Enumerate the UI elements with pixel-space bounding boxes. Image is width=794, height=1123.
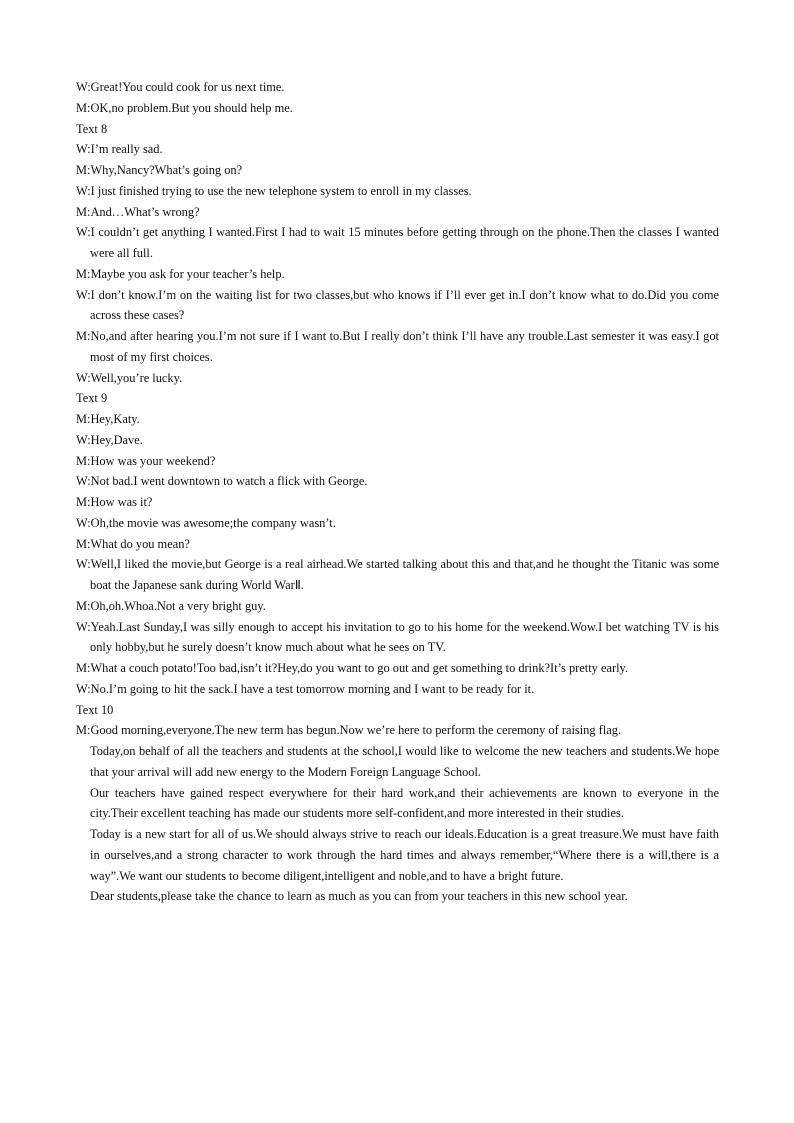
speech-paragraph: Our teachers have gained respect everywhere for their hard work,and their achievements are known to everyone in the city.Their excellent teaching has made our students more self-confident,and more interested in their studies. bbox=[90, 785, 719, 821]
speech-paragraph: Today is a new start for all of us.We should always strive to reach our ideals.Education is a great treasure.We must have faith in ourselves,and a strong character to work through the hard times and always remember,“Where there is a will,there is a way”.We want our students to become diligent,intelligent and noble,and to have a bright future. bbox=[90, 827, 719, 883]
section-heading: Text 8 bbox=[76, 121, 108, 136]
dialogue-line: W:Hey,Dave. bbox=[76, 432, 143, 447]
dialogue-line: W:Well,I liked the movie,but George is a real airhead.We started talking about this and that,and he thought the Titanic was some boat the Japanese sank during World WarⅡ. bbox=[76, 557, 719, 592]
dialogue-line: M:How was your weekend? bbox=[76, 453, 216, 468]
dialogue-line: M:And…What’s wrong? bbox=[76, 204, 200, 219]
dialogue-line: M:No,and after hearing you.I’m not sure if I want to.But I really don’t think I’ll have any trouble.Last semester it was easy.I got most of my first choices. bbox=[76, 329, 719, 364]
dialogue-line: M:OK,no problem.But you should help me. bbox=[76, 100, 293, 115]
speech-paragraph: Dear students,please take the chance to learn as much as you can from your teachers in this new school year. bbox=[90, 889, 628, 904]
dialogue-line: W:I couldn’t get anything I wanted.First I had to wait 15 minutes before getting through on the phone.Then the classes I wanted were all full. bbox=[76, 225, 719, 260]
dialogue-line: M:Oh,oh.Whoa.Not a very bright guy. bbox=[76, 598, 266, 613]
dialogue-line: W:Not bad.I went downtown to watch a flick with George. bbox=[76, 474, 368, 489]
dialogue-line: M:What do you mean? bbox=[76, 536, 190, 551]
dialogue-line: W:Oh,the movie was awesome;the company wasn’t. bbox=[76, 515, 336, 530]
section-heading: Text 9 bbox=[76, 391, 108, 406]
dialogue-line: M:Why,Nancy?What’s going on? bbox=[76, 163, 243, 177]
section-heading: Text 10 bbox=[76, 702, 114, 717]
dialogue-line: W:Great!You could cook for us next time. bbox=[76, 80, 285, 94]
document-page bbox=[76, 77, 719, 907]
dialogue-line: M:What a couch potato!Too bad,isn’t it?Hey,do you want to go out and get something to drink?It’s pretty early. bbox=[76, 661, 628, 675]
dialogue-line: W:I just finished trying to use the new telephone system to enroll in my classes. bbox=[76, 183, 472, 198]
dialogue-line: W:I’m really sad. bbox=[76, 142, 163, 157]
dialogue-line: W:I don’t know.I’m on the waiting list for two classes,but who knows if I’ll ever get in.I don’t know what to do.Did you come across these cases? bbox=[76, 287, 719, 323]
dialogue-line: M:Maybe you ask for your teacher’s help. bbox=[76, 266, 285, 281]
dialogue-line: M:How was it? bbox=[76, 495, 153, 509]
speech-paragraph: Today,on behalf of all the teachers and students at the school,I would like to welcome the new teachers and students.We hope that your arrival will add new energy to the Modern Foreign Language School. bbox=[90, 744, 719, 779]
dialogue-line: M:Good morning,everyone.The new term has begun.Now we’re here to perform the ceremony of raising flag. bbox=[76, 723, 622, 738]
dialogue-line: M:Hey,Katy. bbox=[76, 412, 140, 426]
dialogue-line: W:Well,you’re lucky. bbox=[76, 370, 183, 385]
dialogue-line: W:Yeah.Last Sunday,I was silly enough to accept his invitation to go to his home for the weekend.Wow.I bet watching TV is his only hobby,but he surely doesn’t know much about what he sees on TV. bbox=[76, 619, 719, 655]
dialogue-line: W:No.I’m going to hit the sack.I have a test tomorrow morning and I want to be ready for it. bbox=[76, 681, 535, 696]
